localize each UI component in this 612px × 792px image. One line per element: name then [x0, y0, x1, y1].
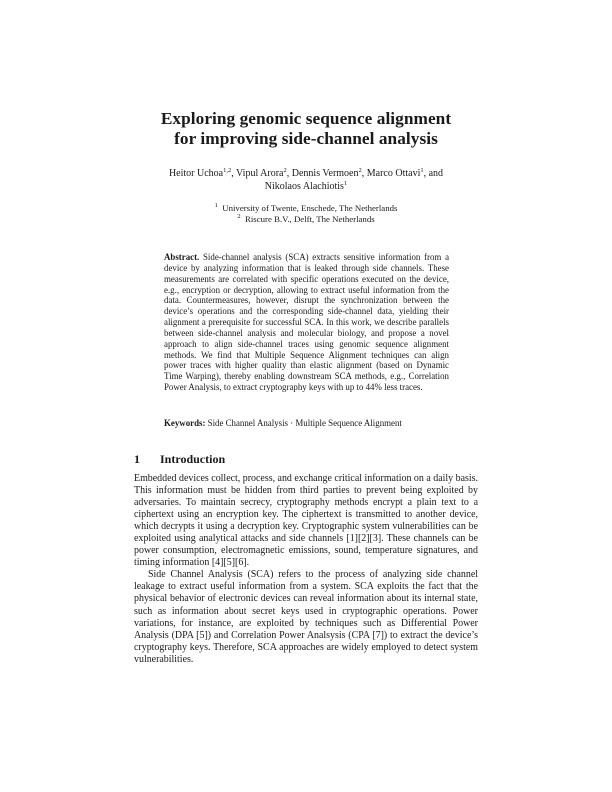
keywords-text: Side Channel Analysis · Multiple Sequence Alignment: [207, 418, 402, 428]
paragraph: Side Channel Analysis (SCA) refers to the process of analyzing side channel leakage to extract useful information from a system. SCA exploits the fact that the physical behavior of electronic devices can reveal information about its internal state, such as information about secret keys used in cryptographic operations. Power variations, for instance, are exploited by techniques such as Differential Power Analysis (DPA [5]) and Correlation Power Analsysis (CPA [7]) to extract the device’s cryptography keys. Therefore, SCA approaches are widely employed to detect system vulnerabilities.: [134, 569, 478, 665]
section-number: 1: [134, 452, 140, 466]
affiliations: [134, 203, 478, 224]
abstract: [164, 252, 449, 393]
author: Vipul Arora$^2$,: [236, 167, 292, 179]
abstract-text: Side-channel analysis (SCA) extracts sensitive information from a device by analyzing information that is leaked through side channels. These measurements are correlated with specific operations executed on the device, e.g., encryption or decryption, allowing to extract useful information from the data. Countermeasures, however, disrupt the synchronization between the device’s operations and the corresponding side-channel data, yielding their alignment a prerequisite for successful SCA. In this work, we describe parallels between side-channel analysis and molecular biology, and propose a novel approach to align side-channel traces using genomic sequence alignment methods. We find that Multiple Sequence Alignment techniques can align power traces with higher quality than elastic alignment (based on Dynamic Time Warping), thereby enabling downstream SCA methods, e.g., Correlation Power Analysis, to extract cryptography keys with up to 44% less traces.: [164, 252, 450, 393]
body-text: [134, 473, 478, 666]
section-title: Introduction: [160, 452, 226, 466]
section-heading: [134, 452, 225, 466]
abstract-label: Abstract.: [164, 252, 200, 262]
paper-title: [134, 109, 478, 148]
title-line-1: Exploring genomic sequence alignment: [160, 109, 452, 128]
affiliation: $^2$ Riscure B.V., Delft, The Netherlands: [237, 212, 375, 224]
author: Dennis Vermoen$^2$,: [291, 167, 367, 179]
affiliation: $^1$ University of Twente, Enschede, The Netherlands: [214, 202, 398, 213]
paragraph: Embedded devices collect, process, and exchange critical information on a daily basis. This information must be hidden from third parties to prevent being exploited by adversaries. To maintain secrecy, cryptography methods encrypt a plain text to a ciphertext using an encryption key. The ciphertext is transmitted to another device, which decrypts it using a decryption key. Cryptographic system vulnerabilities can be exploited using analytical attacks and side channels [1][2][3]. These channels can be power consumption, electromagnetic emissions, sound, temperature signatures, and timing information [4][5][6].: [134, 473, 478, 569]
author: Nikolaos Alachiotis$^1$: [264, 179, 348, 192]
keywords-label: Keywords:: [164, 418, 206, 428]
title-line-2: for improving side-channel analysis: [174, 128, 438, 148]
author: Marco Ottavi$^1$, and: [366, 167, 444, 179]
author-list: [134, 168, 478, 193]
author: Heitor Uchoa$^{1,2}$,: [168, 167, 237, 179]
keywords: [164, 418, 449, 429]
